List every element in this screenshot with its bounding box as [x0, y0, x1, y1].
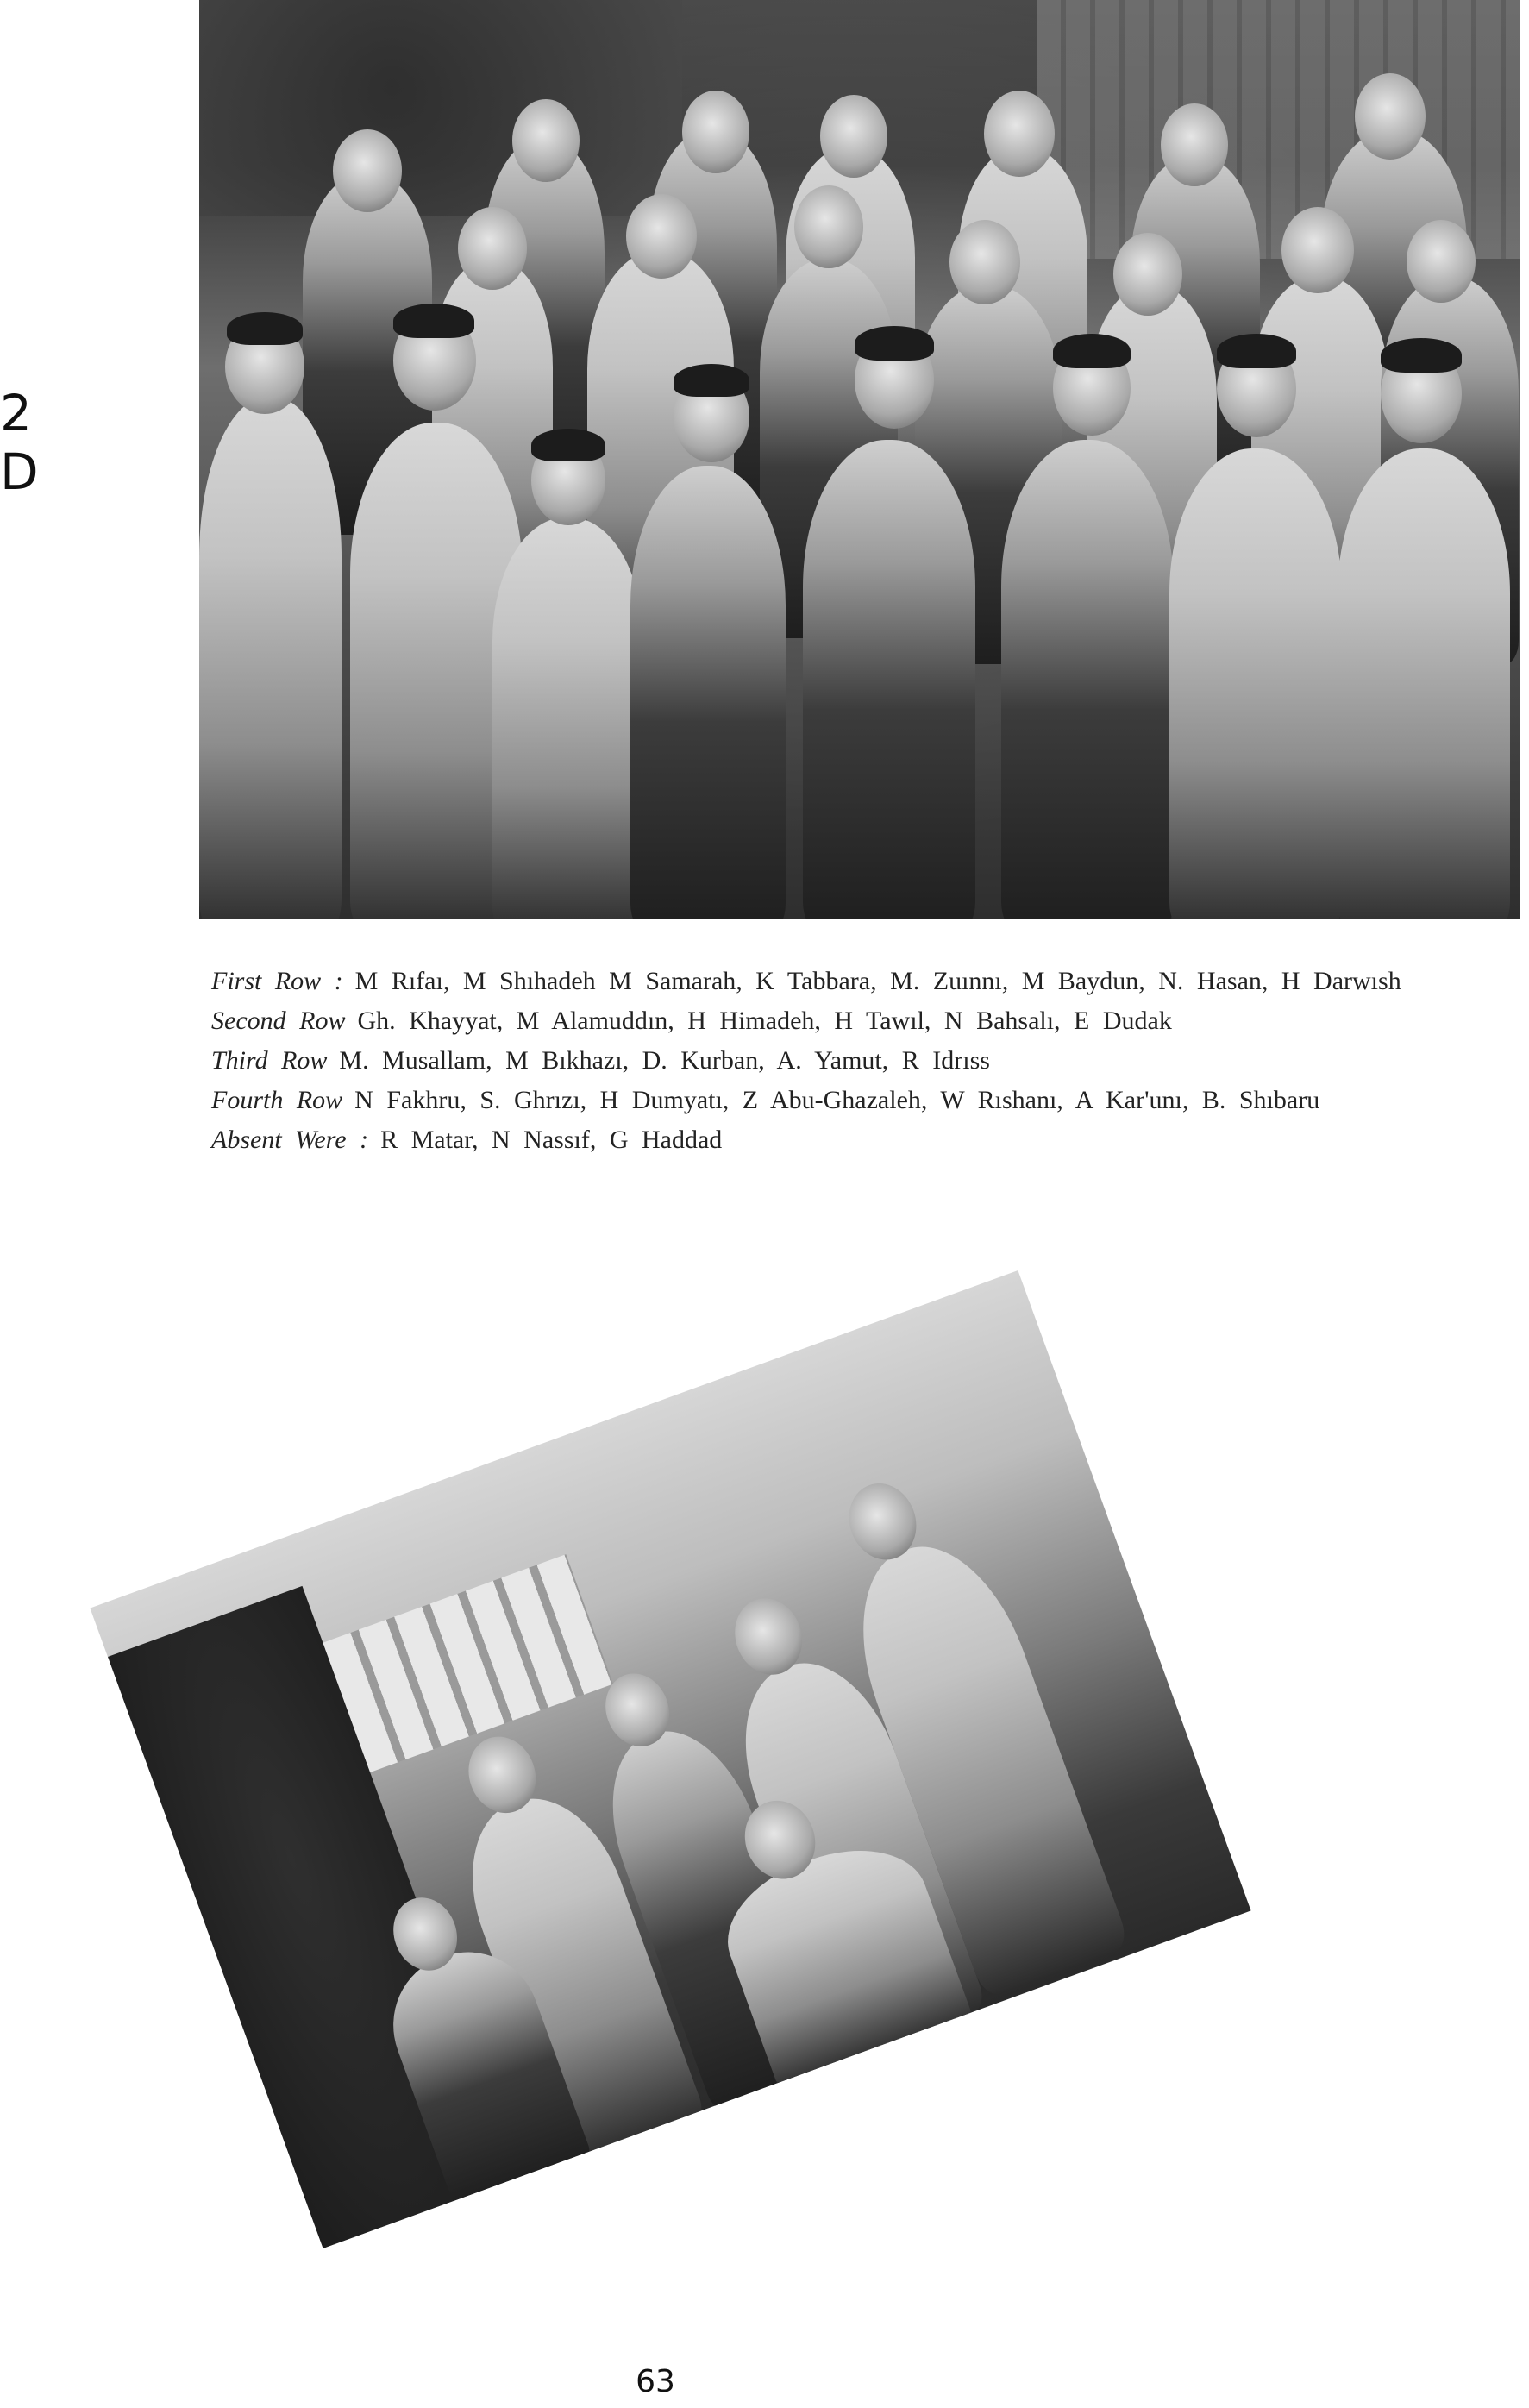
caption-row-absent [211, 1120, 1470, 1160]
caption-row-names: N Fakhru, S. Ghrızı, H Dumyatı, Z Abu-Ghazaleh, W Rıshanı, A Kar'unı, B. Shıbaru [354, 1086, 1320, 1114]
caption-row-label: Fourth Row [211, 1086, 343, 1114]
class-group-photo [199, 0, 1520, 919]
caption-row-label: Absent Were : [211, 1126, 369, 1154]
photo-caption [211, 962, 1470, 1160]
caption-row-second [211, 1001, 1470, 1041]
caption-row-names: M. Musallam, M Bıkhazı, D. Kurban, A. Yamut, R Idrıss [339, 1046, 990, 1075]
caption-row-fourth [211, 1081, 1470, 1120]
caption-row-label: Second Row [211, 1006, 346, 1035]
caption-row-names: R Matar, N Nassıf, G Haddad [380, 1126, 723, 1154]
photo-background-building [323, 1554, 613, 1772]
caption-row-names: Gh. Khayyat, M Alamuddın, H Himadeh, H Tawıl, N Bahsalı, E Dudak [357, 1006, 1172, 1035]
candid-photo-image [90, 1270, 1250, 2248]
page-number: 63 [636, 2364, 675, 2399]
caption-row-first [211, 962, 1470, 1001]
photo-background-trees [199, 0, 682, 216]
caption-row-names: M Rıfaı, M Shıhadeh M Samarah, K Tabbara, M. Zuınnı, M Baydun, N. Hasan, H Darwısh [354, 967, 1401, 995]
section-label: 2 D [0, 384, 51, 501]
candid-outdoor-photo [90, 1270, 1250, 2248]
caption-row-label: Third Row [211, 1046, 328, 1075]
caption-row-third [211, 1041, 1470, 1081]
caption-row-label: First Row : [211, 967, 343, 995]
